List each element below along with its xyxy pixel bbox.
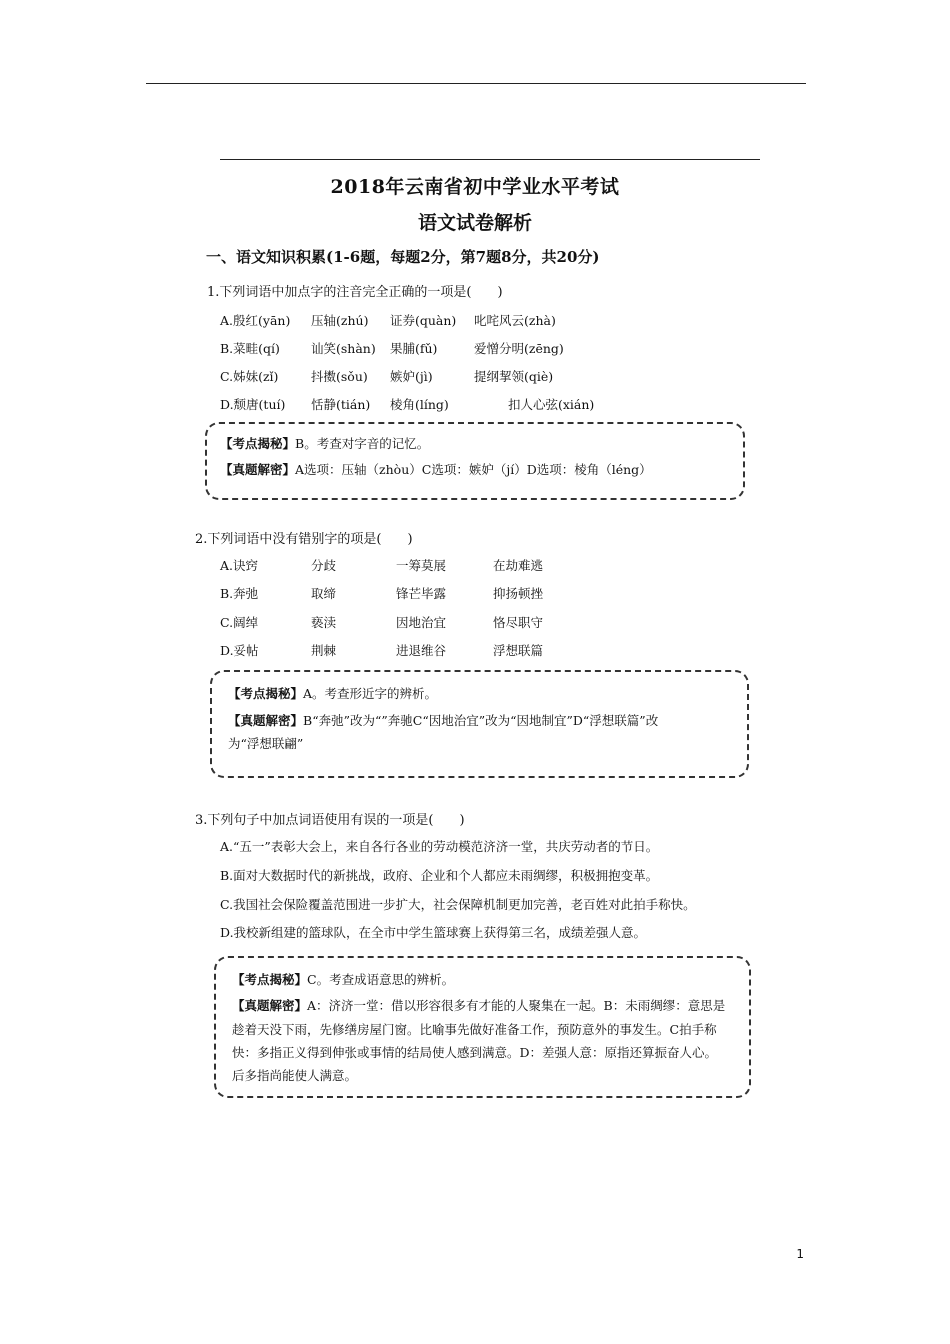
question-3-stem: 3.下列句子中加点词语使用有误的一项是( ) — [195, 813, 465, 828]
q3-analysis-line-3: 快：多指正义得到伸张或事情的结局使人感到满意。D：差强人意：原指还算振奋人心。 — [232, 1045, 718, 1060]
q3-option-b: B.面对大数据时代的新挑战，政府、企业和个人都应未雨绸缪，积极拥抱变革。 — [220, 868, 659, 883]
section-heading: 一、语文知识积累(1-6题，每题2分，第7题8分，共20分) — [206, 248, 600, 266]
q2-analysis-text-1: B“奔弛”改为“”奔驰C“因地治宜”改为“因地制宜”D“浮想联篇”改 — [303, 713, 659, 728]
q1-option-d-3: 棱角(líng) — [390, 397, 449, 412]
q2-analysis-label: 【真题解密】 — [228, 713, 304, 728]
q3-option-c: C.我国社会保险覆盖范围进一步扩大，社会保障机制更加完善，老百姓对此拍手称快。 — [220, 897, 696, 912]
q2-option-b-3: 锋芒毕露 — [396, 586, 447, 601]
q2-option-d-3: 进退维谷 — [396, 643, 447, 658]
q2-option-c-2: 亵渎 — [311, 615, 337, 630]
q3-option-a: A.“五一”表彰大会上，来自各行各业的劳动模范济济一堂，共庆劳动者的节日。 — [220, 839, 659, 854]
q3-point-line — [232, 970, 454, 988]
q1-option-b-4: 爱憎分明(zēng) — [474, 341, 564, 356]
q2-point-line — [228, 684, 437, 702]
q2-option-d-2: 荆棘 — [311, 643, 337, 658]
q2-option-b-4: 抑扬顿挫 — [493, 586, 544, 601]
q2-option-b-2: 取缔 — [311, 586, 337, 601]
q1-analysis-text: A选项：压轴（zhòu）C选项：嫉妒（jí）D选项：棱角（léng） — [295, 462, 652, 477]
q3-point-label: 【考点揭秘】 — [232, 972, 308, 987]
q2-point-text: A。考查形近字的辨析。 — [303, 686, 438, 701]
q1-option-c-1: C.姊妹(zǐ) — [220, 369, 279, 384]
q1-option-b-2: 讪笑(shàn) — [311, 341, 376, 356]
title-rule — [220, 159, 760, 160]
q1-option-a-2: 压轴(zhú) — [311, 313, 369, 328]
q1-analysis-line — [220, 460, 652, 478]
q3-option-d: D.我校新组建的篮球队，在全市中学生篮球赛上获得第三名，成绩差强人意。 — [220, 925, 647, 940]
page-number: 1 — [796, 1247, 804, 1261]
page-top-rule — [146, 83, 806, 84]
q1-analysis-label: 【真题解密】 — [220, 462, 296, 477]
q1-option-d-2: 恬静(tián) — [311, 397, 371, 412]
q1-option-a-1: A.殷红(yān) — [220, 313, 291, 328]
q2-point-label: 【考点揭秘】 — [228, 686, 304, 701]
q3-analysis-text-1: A：济济一堂：借以形容很多有才能的人聚集在一起。B：未雨绸缪：意思是 — [307, 998, 726, 1013]
q2-option-d-4: 浮想联篇 — [493, 643, 544, 658]
q2-option-c-3: 因地治宜 — [396, 615, 447, 630]
q1-point-label: 【考点揭秘】 — [220, 436, 296, 451]
q1-option-b-1: B.菜畦(qí) — [220, 341, 280, 356]
q1-option-c-2: 抖擞(sǒu) — [311, 369, 368, 384]
q2-option-a-1: A.诀窍 — [220, 558, 259, 573]
question-1-stem: 1.下列词语中加点字的注音完全正确的一项是( ) — [207, 285, 503, 300]
q2-analysis-line-2: 为“浮想联翩” — [228, 736, 304, 751]
q1-option-d-4: 扣人心弦(xián) — [508, 397, 595, 412]
exam-title: 2018年云南省初中学业水平考试 — [330, 176, 620, 198]
q3-analysis-label: 【真题解密】 — [232, 998, 308, 1013]
q2-option-c-4: 恪尽职守 — [493, 615, 544, 630]
q2-option-a-3: 一筹莫展 — [396, 558, 447, 573]
q3-analysis-line-4: 后多指尚能使人满意。 — [232, 1068, 358, 1083]
q2-option-a-4: 在劫难逃 — [493, 558, 544, 573]
q1-point-line — [220, 434, 429, 452]
q1-option-c-4: 提纲挈领(qiè) — [474, 369, 554, 384]
q1-option-d-1: D.颓唐(tuí) — [220, 397, 286, 412]
q1-option-b-3: 果脯(fǔ) — [390, 341, 438, 356]
q2-option-b-1: B.奔弛 — [220, 586, 259, 601]
q2-option-d-1: D.妥帖 — [220, 643, 259, 658]
q1-option-a-3: 证券(quàn) — [390, 313, 457, 328]
q2-analysis-line-1 — [228, 711, 658, 729]
question-2-stem: 2.下列词语中没有错别字的项是( ) — [195, 532, 413, 547]
q1-option-c-3: 嫉妒(jì) — [390, 369, 433, 384]
q3-point-text: C。考查成语意思的辨析。 — [307, 972, 455, 987]
q1-point-text: B。考查对字音的记忆。 — [295, 436, 430, 451]
q2-option-a-2: 分歧 — [311, 558, 337, 573]
q3-analysis-line-2: 趁着天没下雨，先修缮房屋门窗。比喻事先做好准备工作，预防意外的事发生。C拍手称 — [232, 1022, 717, 1037]
q1-option-a-4: 叱咤风云(zhà) — [474, 313, 556, 328]
exam-subtitle: 语文试卷解析 — [417, 212, 532, 234]
q2-option-c-1: C.阔绰 — [220, 615, 259, 630]
q3-analysis-line-1 — [232, 996, 725, 1014]
